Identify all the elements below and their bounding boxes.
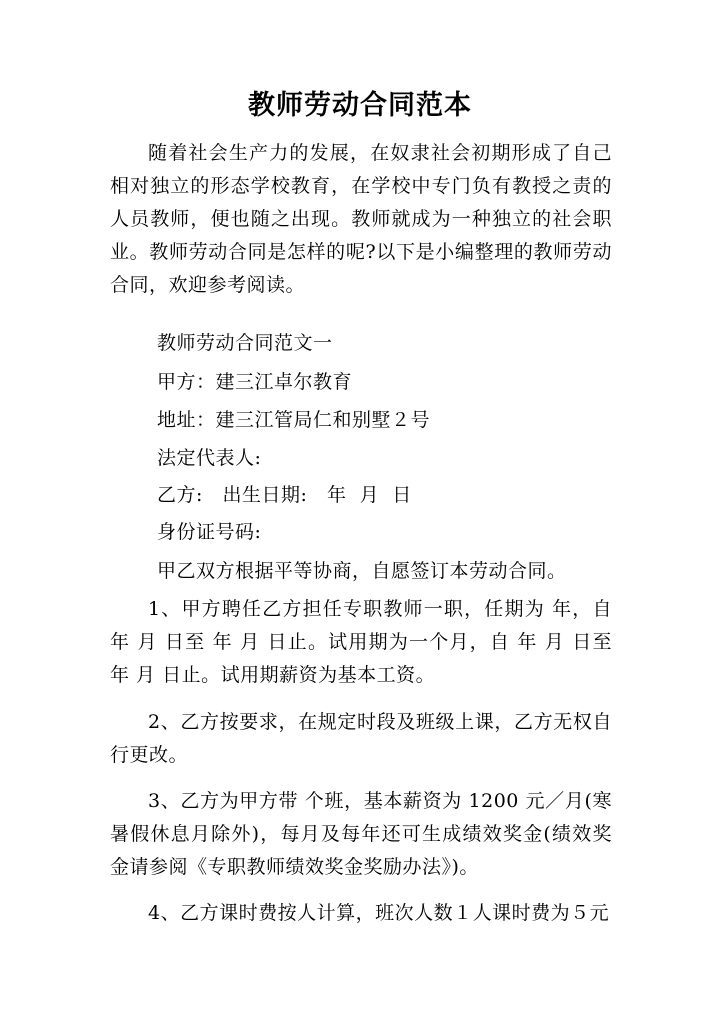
document-title: 教师劳动合同范本 xyxy=(248,90,472,121)
clause-4: 4、乙方课时费按人计算，班次人数１人课时费为５元 xyxy=(148,902,610,924)
clause-1: 1、甲方聘任乙方担任专职教师一职，任期为 年，自 年 月 日至 年 月 日止。试用期为一个月，自 年 月 日至 年 月 日止。试用期薪资为基本工资。 xyxy=(110,598,612,686)
clause-2: 2、乙方按要求，在规定时段及班级上课，乙方无权自行更改。 xyxy=(110,711,612,766)
party-a-line: 甲方：建三江卓尔教育 xyxy=(157,371,353,393)
section-heading: 教师劳动合同范文一 xyxy=(157,332,333,354)
address-line: 地址：建三江管局仁和别墅２号 xyxy=(157,409,431,431)
id-number-line: 身份证号码: xyxy=(157,521,262,543)
clause-3: 3、乙方为甲方带 个班，基本薪资为 1200 元／月(寒暑假休息月除外)，每月及每年还可生成绩效奖金(绩效奖金请参阅《专职教师绩效奖金奖励办法》)。 xyxy=(110,790,612,878)
legal-representative-line: 法定代表人: xyxy=(157,447,262,469)
agreement-line: 甲乙双方根据平等协商，自愿签订本劳动合同。 xyxy=(157,560,567,582)
intro-paragraph: 随着社会生产力的发展，在奴隶社会初期形成了自己相对独立的形态学校教育，在学校中专门负有教授之责的人员教师，便也随之出现。教师就成为一种独立的社会职业。教师劳动合同是怎样的呢?以下是小编整理的教师劳动合同，欢迎参考阅读。 xyxy=(110,142,612,296)
party-b-line: 乙方: 出生日期: 年 月 日 xyxy=(157,484,412,506)
